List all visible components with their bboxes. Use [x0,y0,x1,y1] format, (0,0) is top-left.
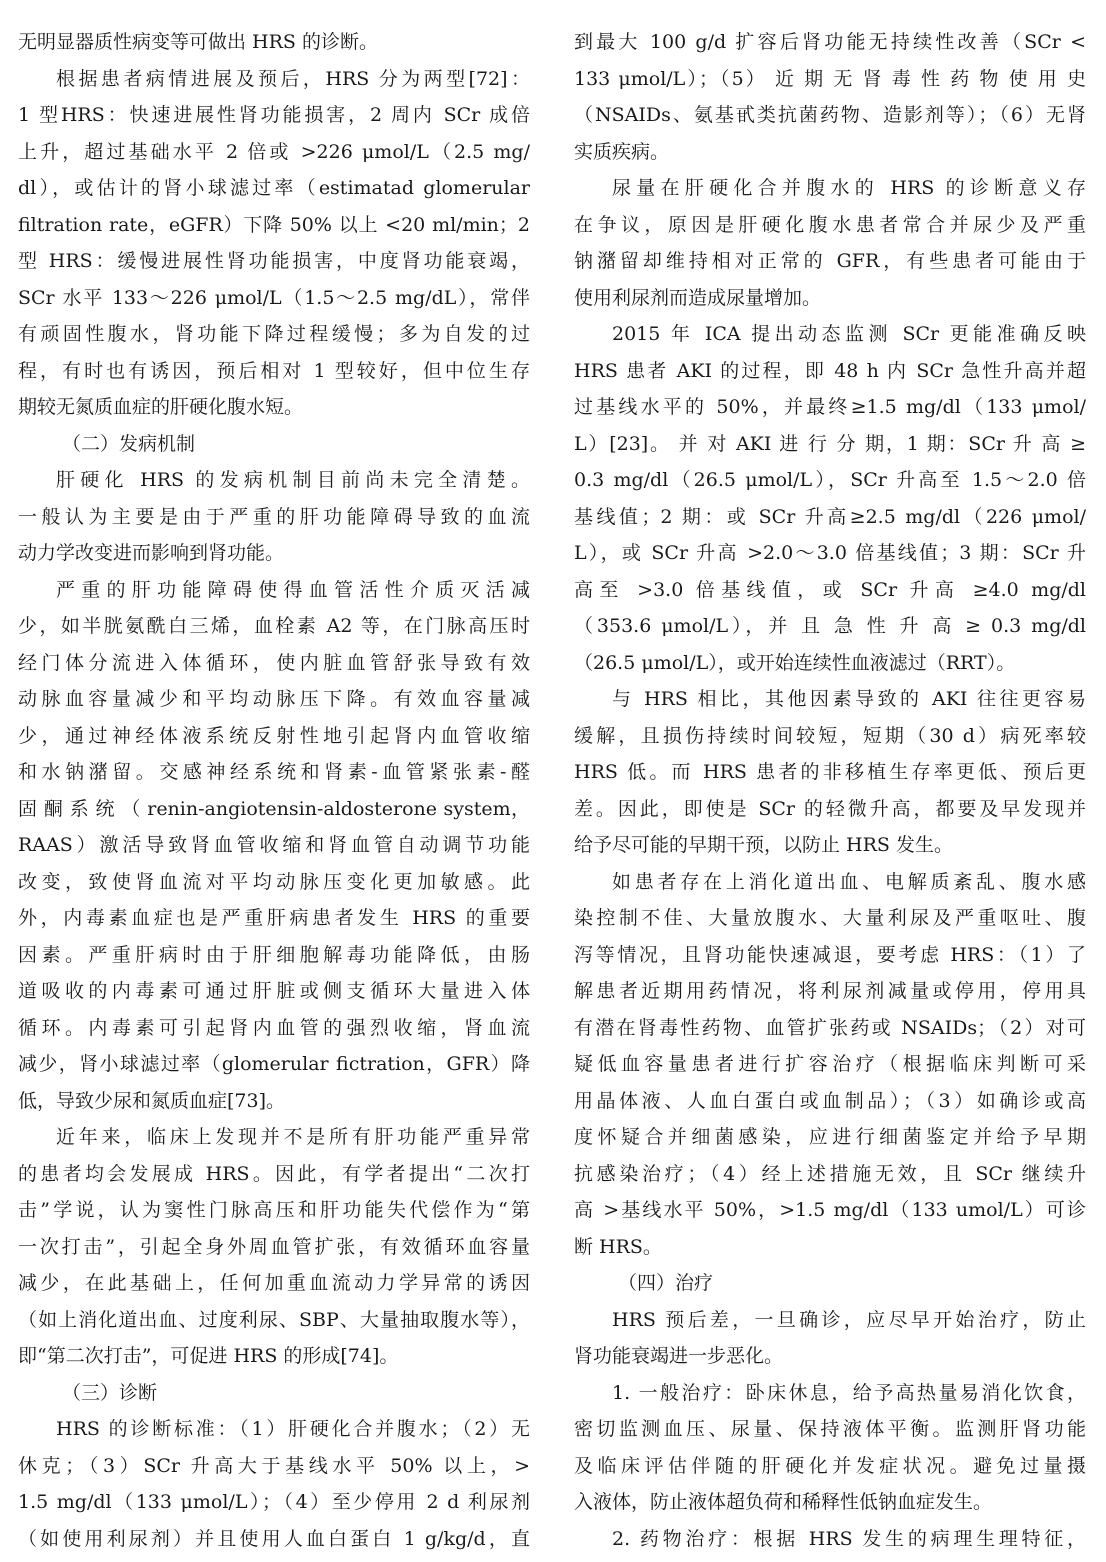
left-column-line: 改变，致使肾血流对平均动脉压变化更加敏感。此 [18,870,530,893]
left-column-line: 减少，在此基础上，任何加重血流动力学异常的诱因 [18,1272,530,1294]
left-column-line: 低，导致少尿和氮质血症[73]。 [18,1089,286,1112]
right-column-line: HRS 低。而 HRS 患者的非移植生存率更低、预后更 [574,761,1086,783]
right-column-line: HRS 预后差，一旦确诊，应尽早开始治疗，防止 [612,1308,1086,1331]
right-column-line: 钠潴留却维持相对正常的 GFR，有些患者可能由于 [574,250,1086,272]
left-column-line: 休克；（3）SCr 升高大于基线水平 50% 以上，> [18,1454,530,1477]
left-column-line: 近年来，临床上发现并不是所有肝功能严重异常 [56,1126,530,1148]
right-column-line: 染控制不佳、大量放腹水、大量利尿及严重呕吐、腹 [574,907,1086,929]
right-column-line: 2015 年 ICA 提出动态监测 SCr 更能准确反映 [612,323,1086,345]
right-column-line: L）[23]。 并 对 AKI 进 行 分 期，1 期：SCr 升 高 ≥ [574,432,1086,455]
right-column-line: （26.5 μmol/L），或开始连续性血液滤过（RRT）。 [574,651,1016,674]
left-column-line: RAAS）激活导致肾血管收缩和肾血管自动调节功能 [18,834,530,856]
right-column-line: 断 HRS。 [574,1235,662,1258]
left-column-line: 道吸收的内毒素可通过肝脏或侧支循环大量进入体 [18,980,530,1002]
right-column-line: （353.6 μmol/L），并 且 急 性 升 高 ≥ 0.3 mg/dl [574,615,1086,637]
right-column-line: 用晶体液、人血白蛋白或血制品）；（3）如确诊或高 [574,1089,1086,1112]
left-column-line: 因素。严重肝病时由于肝细胞解毒功能降低，由肠 [18,943,530,966]
left-column-line: 动力学改变进而影响到肾功能。 [18,542,285,564]
right-column-line: 及临床评估伴随的肝硬化并发症状况。避免过量摄 [574,1454,1086,1477]
right-column-line: 133 μmol/L）；（5） 近 期 无 肾 毒 性 药 物 使 用 史 [574,67,1086,90]
right-column-line: 解患者近期用药情况，将利尿剂减量或停用，停用具 [574,980,1086,1002]
left-column-line: （如使用利尿剂）并且使用人血白蛋白 1 g/kg/d，直 [18,1527,530,1550]
section-heading: （四）治疗 [618,1272,714,1294]
right-column-line: 肾功能衰竭进一步恶化。 [574,1345,784,1367]
right-column-line: 过基线水平的 50%，并最终≥1.5 mg/dl（133 μmol/ [574,396,1086,418]
right-column-line: 0.3 mg/dl（26.5 μmol/L），SCr 升高至 1.5～2.0 倍 [574,469,1086,491]
right-column-line: 给予尽可能的早期干预，以防止 HRS 发生。 [574,834,953,856]
section-heading: （二）发病机制 [62,432,196,455]
right-column-line: 基线值；2 期：或 SCr 升高≥2.5 mg/dl（226 μmol/ [574,505,1086,528]
left-column-line: 和水钠潴留。交感神经系统和肾素-血管紧张素-醛 [18,761,530,783]
left-column-line: 动脉血容量减少和平均动脉压下降。有效血容量减 [18,688,530,710]
right-column-line: 差。因此，即使是 SCr 的轻微升高，都要及早发现并 [574,797,1086,820]
left-column-line: 循环。内毒素可引起肾内血管的强烈收缩，肾血流 [18,1016,530,1039]
right-column-line: 密切监测血压、尿量、保持液体平衡。监测肝肾功能 [574,1418,1086,1440]
left-column-line: 无明显器质性病变等可做出 HRS 的诊断。 [18,31,378,53]
right-column-line: 入液体，防止液体超负荷和稀释性低钠血症发生。 [574,1491,993,1513]
right-column-line: 如患者存在上消化道出血、电解质紊乱、腹水感 [612,870,1086,893]
left-column-line: filtration rate，eGFR）下降 50% 以上 <20 ml/min；2 [18,213,530,236]
left-column-line: dl），或估计的肾小球滤过率（estimatad glomerular [18,177,530,199]
left-column-line: 即“第二次打击”，可促进 HRS 的形成[74]。 [18,1345,399,1367]
right-column-line: （NSAIDs、氨基甙类抗菌药物、造影剂等）；（6）无肾 [574,104,1086,126]
right-column-line: L），或 SCr 升高 >2.0～3.0 倍基线值；3 期：SCr 升 [574,542,1086,564]
left-column-line: 型 HRS：缓慢进展性肾功能损害，中度肾功能衰竭， [18,250,530,272]
right-column-line: 在争议，原因是肝硬化腹水患者常合并尿少及严重 [574,213,1086,236]
left-column-line: 1 型HRS：快速进展性肾功能损害，2 周内 SCr 成倍 [18,104,530,126]
left-column-line: 外，内毒素血症也是严重肝病患者发生 HRS 的重要 [18,907,530,929]
left-column-line: 经门体分流进入体循环，使内脏血管舒张导致有效 [18,651,530,674]
left-column-line: 的患者均会发展成 HRS。因此，有学者提出“二次打 [18,1162,530,1185]
left-column-line: 根据患者病情进展及预后，HRS 分为两型[72]： [56,67,530,90]
right-column-line: 尿量在肝硬化合并腹水的 HRS 的诊断意义存 [612,177,1086,199]
right-column-line: 度怀疑合并细菌感染，应进行细菌鉴定并给予早期 [574,1126,1086,1148]
left-column-line: （如上消化道出血、过度利尿、SBP、大量抽取腹水等）， [18,1308,530,1331]
right-column-line: 高至 >3.0 倍基线值，或 SCr 升高 ≥4.0 mg/dl [574,578,1086,601]
right-column-line: HRS 患者 AKI 的过程，即 48 h 内 SCr 急性升高并超 [574,359,1086,382]
left-column-line: 上升，超过基础水平 2 倍或 >226 μmol/L（2.5 mg/ [18,140,530,163]
right-column-line: 1. 一般治疗：卧床休息，给予高热量易消化饮食， [612,1381,1086,1404]
left-column-line: HRS 的诊断标准：（1）肝硬化合并腹水；（2）无 [56,1418,530,1440]
left-column-line: 有顽固性腹水，肾功能下降过程缓慢；多为自发的过 [18,323,530,345]
section-heading: （三）诊断 [62,1381,158,1404]
left-column-line: 击”学说，认为窦性门脉高压和肝功能失代偿作为“第 [18,1199,530,1221]
right-column-line: 到最大 100 g/d 扩容后肾功能无持续性改善（SCr < [574,31,1086,53]
left-column-line: 程，有时也有诱因，预后相对 1 型较好，但中位生存 [18,359,530,382]
left-column-line: 少，如半胱氨酰白三烯，血栓素 A2 等，在门脉高压时 [18,615,530,637]
left-column-line: 一次打击”，引起全身外周血管扩张，有效循环血容量 [18,1235,530,1258]
left-column-line: 固 酮 系 统 （ renin-angiotensin-aldosterone system， [18,797,530,820]
left-column-line: SCr 水平 133～226 μmol/L（1.5～2.5 mg/dL），常伴 [18,286,530,309]
left-column-line: 严重的肝功能障碍使得血管活性介质灭活减 [56,578,530,601]
left-column-line: 肝硬化 HRS 的发病机制目前尚未完全清楚。 [56,469,530,491]
right-column-line: 疑低血容量患者进行扩容治疗（根据临床判断可采 [574,1053,1086,1075]
left-column-line: 减少，肾小球滤过率（glomerular fictration，GFR）降 [18,1053,530,1075]
left-column-line: 一般认为主要是由于严重的肝功能障碍导致的血流 [18,505,530,528]
right-column-line: 泻等情况，且肾功能快速减退，要考虑 HRS：（1）了 [574,943,1086,966]
right-column-line: 2. 药物治疗：根据 HRS 发生的病理生理特征， [612,1527,1086,1550]
right-column-line: 高 >基线水平 50%，>1.5 mg/dl（133 umol/L）可诊 [574,1199,1086,1221]
right-column-line: 使用利尿剂而造成尿量增加。 [574,286,822,309]
left-column-line: 1.5 mg/dl（133 μmol/L）；（4）至少停用 2 d 利尿剂 [18,1491,530,1513]
left-column-line: 少，通过神经体液系统反射性地引起肾内血管收缩 [18,724,530,747]
right-column-line: 有潜在肾毒性药物、血管扩张药或 NSAIDs；（2）对可 [574,1016,1086,1039]
right-column-line: 抗感染治疗；（4）经上述措施无效，且 SCr 继续升 [574,1162,1086,1185]
right-column-line: 缓解，且损伤持续时间较短，短期（30 d）病死率较 [574,724,1086,747]
right-column-line: 与 HRS 相比，其他因素导致的 AKI 往往更容易 [612,688,1086,710]
right-column-line: 实质疾病。 [574,140,670,163]
left-column-line: 期较无氮质血症的肝硬化腹水短。 [18,396,304,418]
